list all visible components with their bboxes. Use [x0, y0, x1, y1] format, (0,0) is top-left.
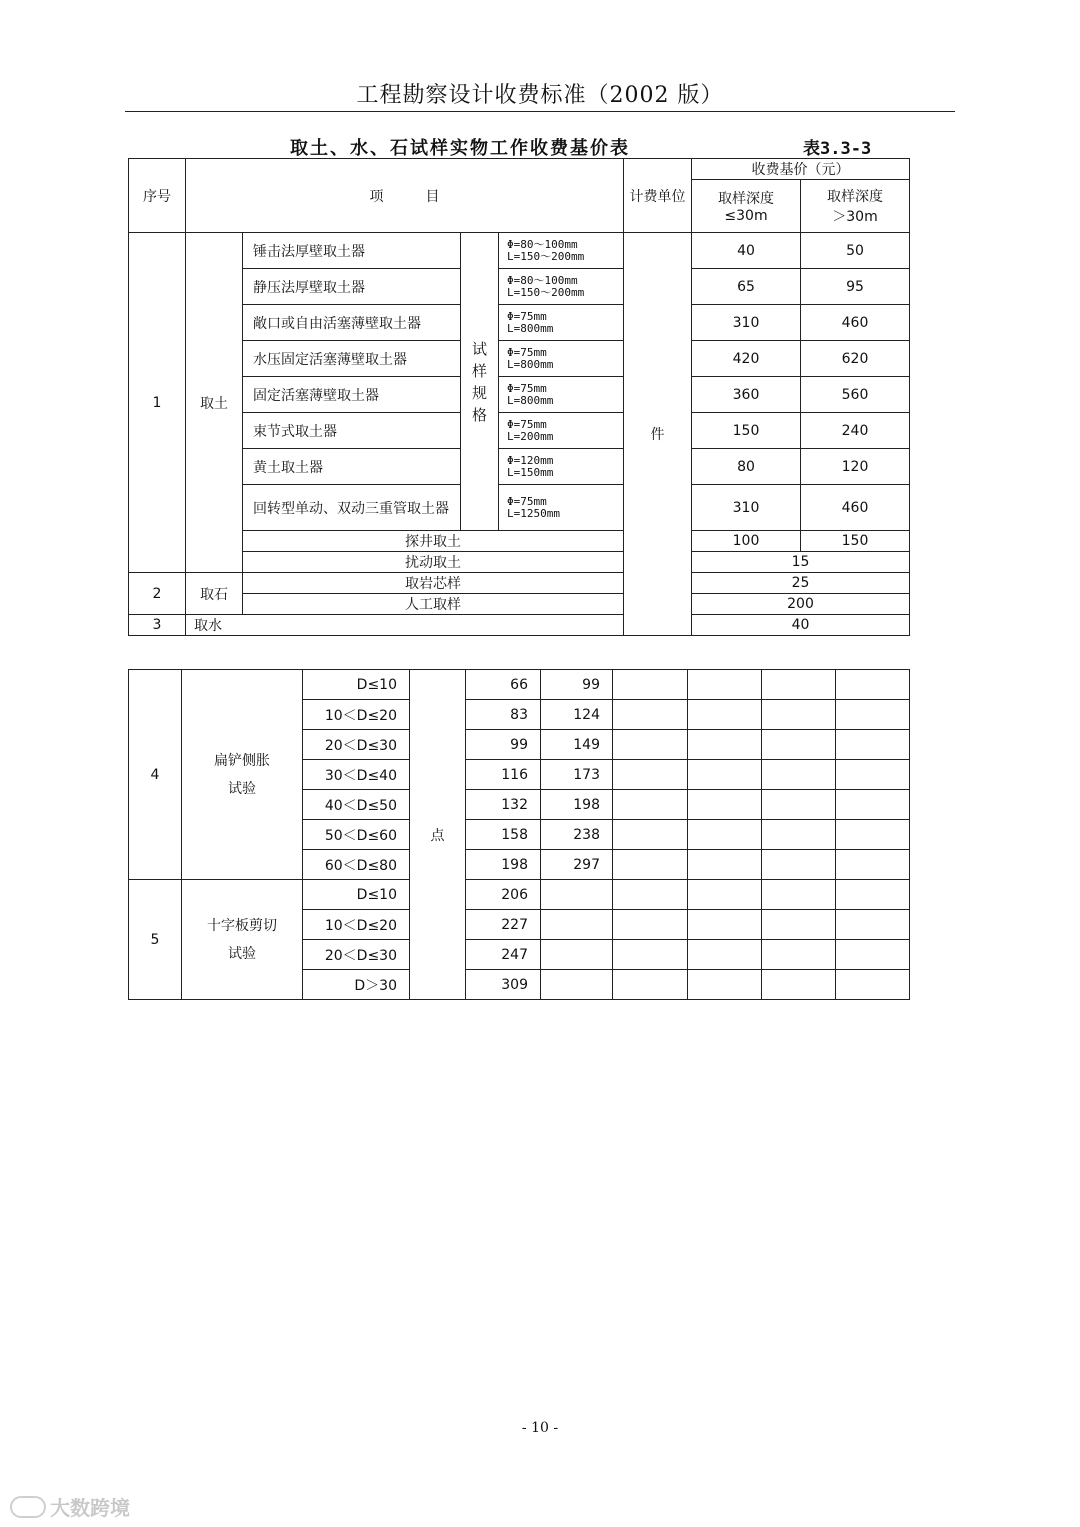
- price-2: [541, 970, 613, 1000]
- price-shallow: 310: [692, 485, 801, 531]
- empty-cell: [688, 850, 762, 880]
- empty-cell: [613, 820, 688, 850]
- depth-range: 50＜D≤60: [303, 820, 410, 850]
- header-price: 收费基价（元）: [692, 159, 910, 180]
- price-deep: 95: [801, 269, 910, 305]
- empty-cell: [762, 970, 836, 1000]
- empty-cell: [688, 700, 762, 730]
- header-depth-2: 取样深度 ＞30m: [801, 180, 910, 233]
- price-1: 116: [466, 760, 541, 790]
- empty-cell: [688, 670, 762, 700]
- price-flat: 40: [692, 615, 910, 636]
- table-row: [129, 413, 910, 449]
- empty-cell: [613, 700, 688, 730]
- empty-cell: [836, 940, 910, 970]
- price-deep: 460: [801, 485, 910, 531]
- depth-range: 30＜D≤40: [303, 760, 410, 790]
- item-name: 束节式取土器: [243, 413, 461, 449]
- price-1: 158: [466, 820, 541, 850]
- empty-cell: [836, 700, 910, 730]
- item-name: 扰动取土: [243, 552, 624, 573]
- empty-cell: [836, 790, 910, 820]
- table-row: [129, 670, 910, 700]
- empty-cell: [836, 760, 910, 790]
- group-name-soil: 取土: [186, 233, 243, 573]
- test-name: 十字板剪切 试验: [182, 880, 303, 1000]
- table-row: [129, 269, 910, 305]
- empty-cell: [688, 820, 762, 850]
- price-2: 124: [541, 700, 613, 730]
- item-spec: Φ=75mm L=200mm: [499, 413, 624, 449]
- price-shallow: 65: [692, 269, 801, 305]
- price-shallow: 360: [692, 377, 801, 413]
- empty-cell: [688, 880, 762, 910]
- empty-cell: [836, 850, 910, 880]
- price-1: 206: [466, 880, 541, 910]
- empty-cell: [836, 970, 910, 1000]
- table-row: [129, 233, 910, 269]
- price-2: 99: [541, 670, 613, 700]
- price-shallow: 420: [692, 341, 801, 377]
- price-deep: 50: [801, 233, 910, 269]
- item-spec: Φ=80～100mm L=150～200mm: [499, 269, 624, 305]
- table-row: [129, 305, 910, 341]
- price-shallow: 310: [692, 305, 801, 341]
- empty-cell: [613, 880, 688, 910]
- price-deep: 560: [801, 377, 910, 413]
- group-name-water: 取水: [186, 615, 624, 636]
- table-row: [129, 341, 910, 377]
- item-spec: Φ=75mm L=1250mm: [499, 485, 624, 531]
- price-2: 198: [541, 790, 613, 820]
- empty-cell: [613, 730, 688, 760]
- price-2: 149: [541, 730, 613, 760]
- price-2: [541, 880, 613, 910]
- table-row: [129, 880, 910, 910]
- price-shallow: 100: [692, 531, 801, 552]
- empty-cell: [688, 940, 762, 970]
- price-1: 132: [466, 790, 541, 820]
- empty-cell: [688, 790, 762, 820]
- price-1: 99: [466, 730, 541, 760]
- document-header-title: 工程勘察设计收费标准（2002 版）: [356, 83, 724, 108]
- price-deep: 620: [801, 341, 910, 377]
- unit-point: 点: [410, 670, 466, 1000]
- header-seq: 序号: [129, 159, 186, 233]
- item-name: 探井取土: [243, 531, 624, 552]
- empty-cell: [762, 910, 836, 940]
- empty-cell: [613, 760, 688, 790]
- spec-label-cell: [461, 233, 499, 531]
- item-name: 黄土取土器: [243, 449, 461, 485]
- depth-range: 40＜D≤50: [303, 790, 410, 820]
- empty-cell: [836, 670, 910, 700]
- empty-cell: [762, 850, 836, 880]
- item-spec: Φ=75mm L=800mm: [499, 305, 624, 341]
- empty-cell: [688, 910, 762, 940]
- price-flat: 25: [692, 573, 910, 594]
- item-spec: Φ=80～100mm L=150～200mm: [499, 233, 624, 269]
- empty-cell: [688, 760, 762, 790]
- group-name-rock: 取石: [186, 573, 243, 615]
- empty-cell: [762, 820, 836, 850]
- unit-piece: 件: [624, 233, 692, 636]
- empty-cell: [762, 700, 836, 730]
- price-1: 247: [466, 940, 541, 970]
- table-row: [129, 159, 910, 180]
- price-deep: 240: [801, 413, 910, 449]
- watermark-text: 大数跨境: [50, 1496, 130, 1520]
- depth-range: 20＜D≤30: [303, 940, 410, 970]
- price-1: 83: [466, 700, 541, 730]
- item-name: 静压法厚壁取土器: [243, 269, 461, 305]
- header-item: 项 目: [186, 159, 624, 233]
- table-row: [129, 377, 910, 413]
- price-2: 173: [541, 760, 613, 790]
- seq-4: 4: [129, 670, 182, 880]
- table-row: [129, 615, 910, 636]
- table-row: [129, 594, 910, 615]
- item-name: 固定活塞薄壁取土器: [243, 377, 461, 413]
- price-2: 297: [541, 850, 613, 880]
- fee-table-tests: [128, 669, 910, 1000]
- depth-range: D＞30: [303, 970, 410, 1000]
- empty-cell: [613, 670, 688, 700]
- item-name: 回转型单动、双动三重管取土器: [243, 485, 461, 531]
- price-1: 198: [466, 850, 541, 880]
- table-number: 表3.3-3: [803, 139, 872, 159]
- table-row: [129, 573, 910, 594]
- empty-cell: [613, 790, 688, 820]
- header-rule: [125, 111, 955, 112]
- seq-3: 3: [129, 615, 186, 636]
- empty-cell: [613, 940, 688, 970]
- empty-cell: [762, 730, 836, 760]
- depth-range: D≤10: [303, 670, 410, 700]
- header-depth-1: 取样深度 ≤30m: [692, 180, 801, 233]
- depth-range: 10＜D≤20: [303, 910, 410, 940]
- table-title: 取土、水、石试样实物工作收费基价表: [290, 138, 630, 159]
- price-1: 66: [466, 670, 541, 700]
- price-deep: 460: [801, 305, 910, 341]
- price-flat: 15: [692, 552, 910, 573]
- fee-table-main: [128, 158, 910, 636]
- empty-cell: [836, 880, 910, 910]
- empty-cell: [762, 880, 836, 910]
- empty-cell: [762, 790, 836, 820]
- watermark: [10, 1492, 130, 1521]
- empty-cell: [688, 730, 762, 760]
- empty-cell: [762, 940, 836, 970]
- price-2: [541, 910, 613, 940]
- price-1: 309: [466, 970, 541, 1000]
- item-name: 水压固定活塞薄壁取土器: [243, 341, 461, 377]
- empty-cell: [836, 730, 910, 760]
- table-row: [129, 449, 910, 485]
- price-shallow: 40: [692, 233, 801, 269]
- price-deep: 150: [801, 531, 910, 552]
- depth-range: 20＜D≤30: [303, 730, 410, 760]
- price-2: [541, 940, 613, 970]
- empty-cell: [762, 670, 836, 700]
- empty-cell: [762, 760, 836, 790]
- table-row: [129, 531, 910, 552]
- seq-5: 5: [129, 880, 182, 1000]
- empty-cell: [836, 910, 910, 940]
- item-spec: Φ=75mm L=800mm: [499, 377, 624, 413]
- item-spec: Φ=75mm L=800mm: [499, 341, 624, 377]
- table-row: [129, 552, 910, 573]
- empty-cell: [613, 970, 688, 1000]
- empty-cell: [613, 910, 688, 940]
- watermark-logo-icon: [10, 1496, 46, 1518]
- depth-range: 60＜D≤80: [303, 850, 410, 880]
- page-number: - 10 -: [521, 1420, 559, 1436]
- test-name: 扁铲侧胀 试验: [182, 670, 303, 880]
- item-name: 锤击法厚壁取土器: [243, 233, 461, 269]
- item-name: 敞口或自由活塞薄壁取土器: [243, 305, 461, 341]
- spec-label: 试样规格: [471, 339, 487, 424]
- header-unit: 计费单位: [624, 159, 692, 233]
- item-name: 取岩芯样: [243, 573, 624, 594]
- seq-2: 2: [129, 573, 186, 615]
- item-name: 人工取样: [243, 594, 624, 615]
- price-2: 238: [541, 820, 613, 850]
- item-spec: Φ=120mm L=150mm: [499, 449, 624, 485]
- table-row: [129, 485, 910, 531]
- empty-cell: [688, 970, 762, 1000]
- price-flat: 200: [692, 594, 910, 615]
- empty-cell: [613, 850, 688, 880]
- price-deep: 120: [801, 449, 910, 485]
- depth-range: 10＜D≤20: [303, 700, 410, 730]
- price-shallow: 80: [692, 449, 801, 485]
- seq-1: 1: [129, 233, 186, 573]
- price-shallow: 150: [692, 413, 801, 449]
- empty-cell: [836, 820, 910, 850]
- price-1: 227: [466, 910, 541, 940]
- depth-range: D≤10: [303, 880, 410, 910]
